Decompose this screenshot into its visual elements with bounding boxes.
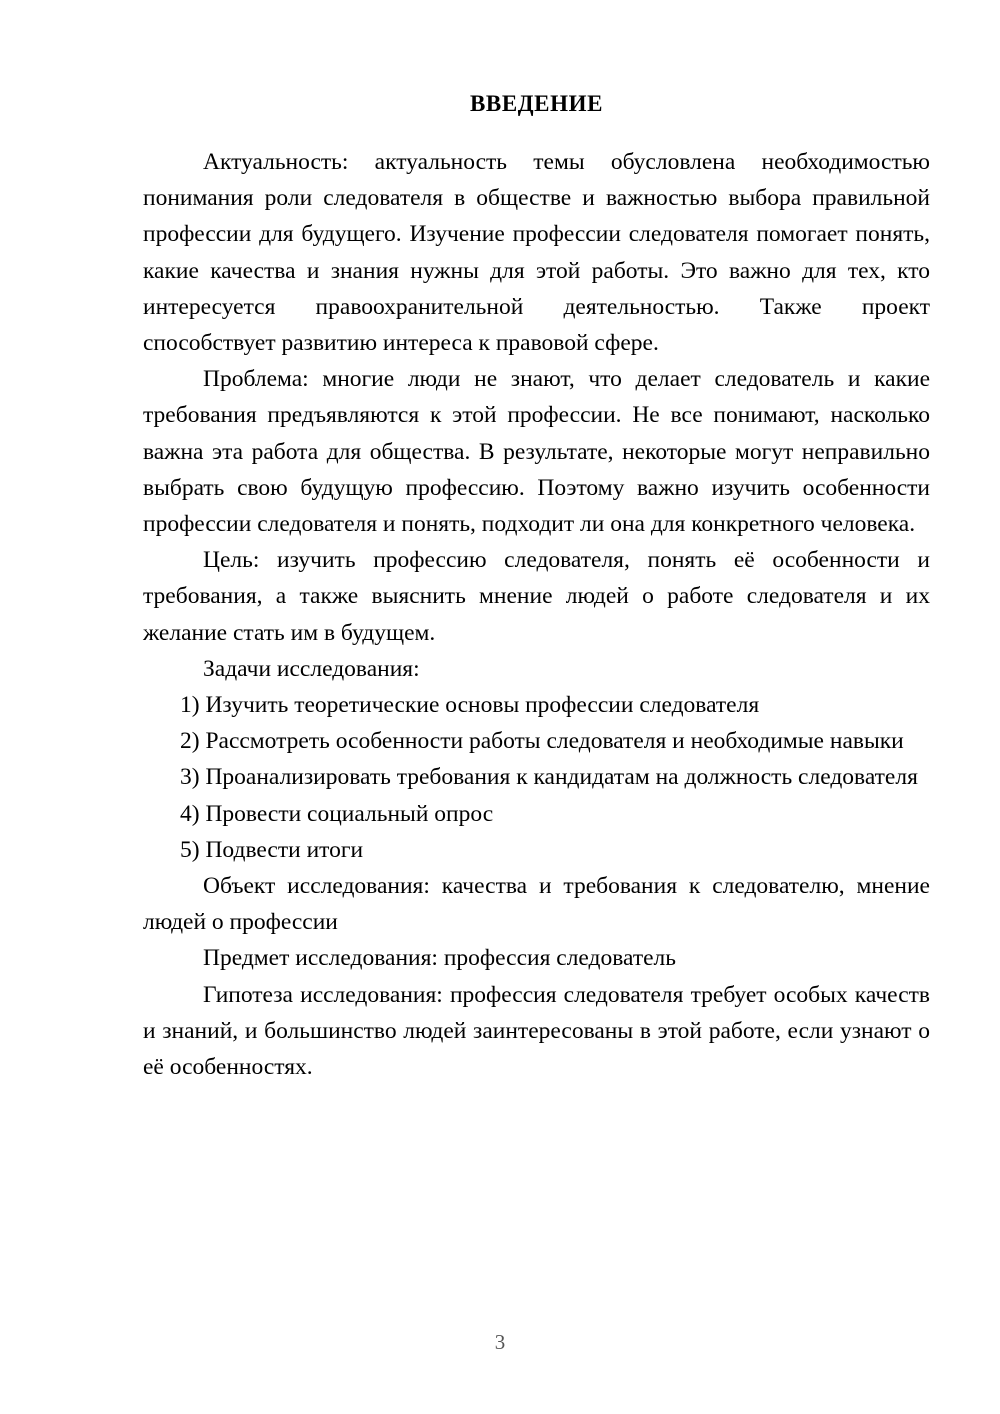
- paragraph-goal: Цель: изучить профессию следователя, понять её особенности и требования, а также выяснить мнение людей о работе следователя и их желание стать им в будущем.: [143, 547, 930, 646]
- paragraph-hypothesis: Гипотеза исследования: профессия следователя требует особых качеств и знаний, и большинство людей заинтересованы в этой работе, если узнают о её особенностях.: [143, 981, 930, 1081]
- list-item: 5) Подвести итоги: [180, 836, 364, 863]
- paragraph-tasks-label: Задачи исследования:: [203, 655, 420, 682]
- list-item: 3) Проанализировать требования к кандидатам на должность следователя: [180, 764, 918, 791]
- page-title: ВВЕДЕНИЕ: [469, 91, 604, 116]
- list-item: 4) Провести социальный опрос: [180, 800, 494, 827]
- paragraph-subject: Предмет исследования: профессия следователь: [203, 945, 676, 972]
- document-content: [143, 86, 930, 1085]
- list-item: 2) Рассмотреть особенности работы следователя и необходимые навыки: [180, 728, 904, 755]
- paragraph-relevance: Актуальность: актуальность темы обусловлена необходимостью понимания роли следователя в обществе и важностью выбора правильной профессии для будущего. Изучение профессии следователя помогает понять, какие качества и знания нужны для этой работы. Это важно для тех, кто интересуется правоохранительной деятельностью. Также проект способствует развитию интереса к правовой сфере.: [143, 149, 930, 357]
- document-body: [143, 144, 930, 1085]
- paragraph-problem: Проблема: многие люди не знают, что делает следователь и какие требования предъявляются к этой профессии. Не все понимают, насколько важна эта работа для общества. В результате, некоторые могут неправильно выбрать свою будущую профессию. Поэтому важно изучить особенности профессии следователя и понять, подходит ли она для конкретного человека.: [143, 366, 930, 538]
- paragraph-object: Объект исследования: качества и требования к следователю, мнение людей о профессии: [143, 873, 930, 936]
- list-item: 1) Изучить теоретические основы профессии следователя: [180, 692, 760, 719]
- page-number: 3: [494, 1330, 506, 1354]
